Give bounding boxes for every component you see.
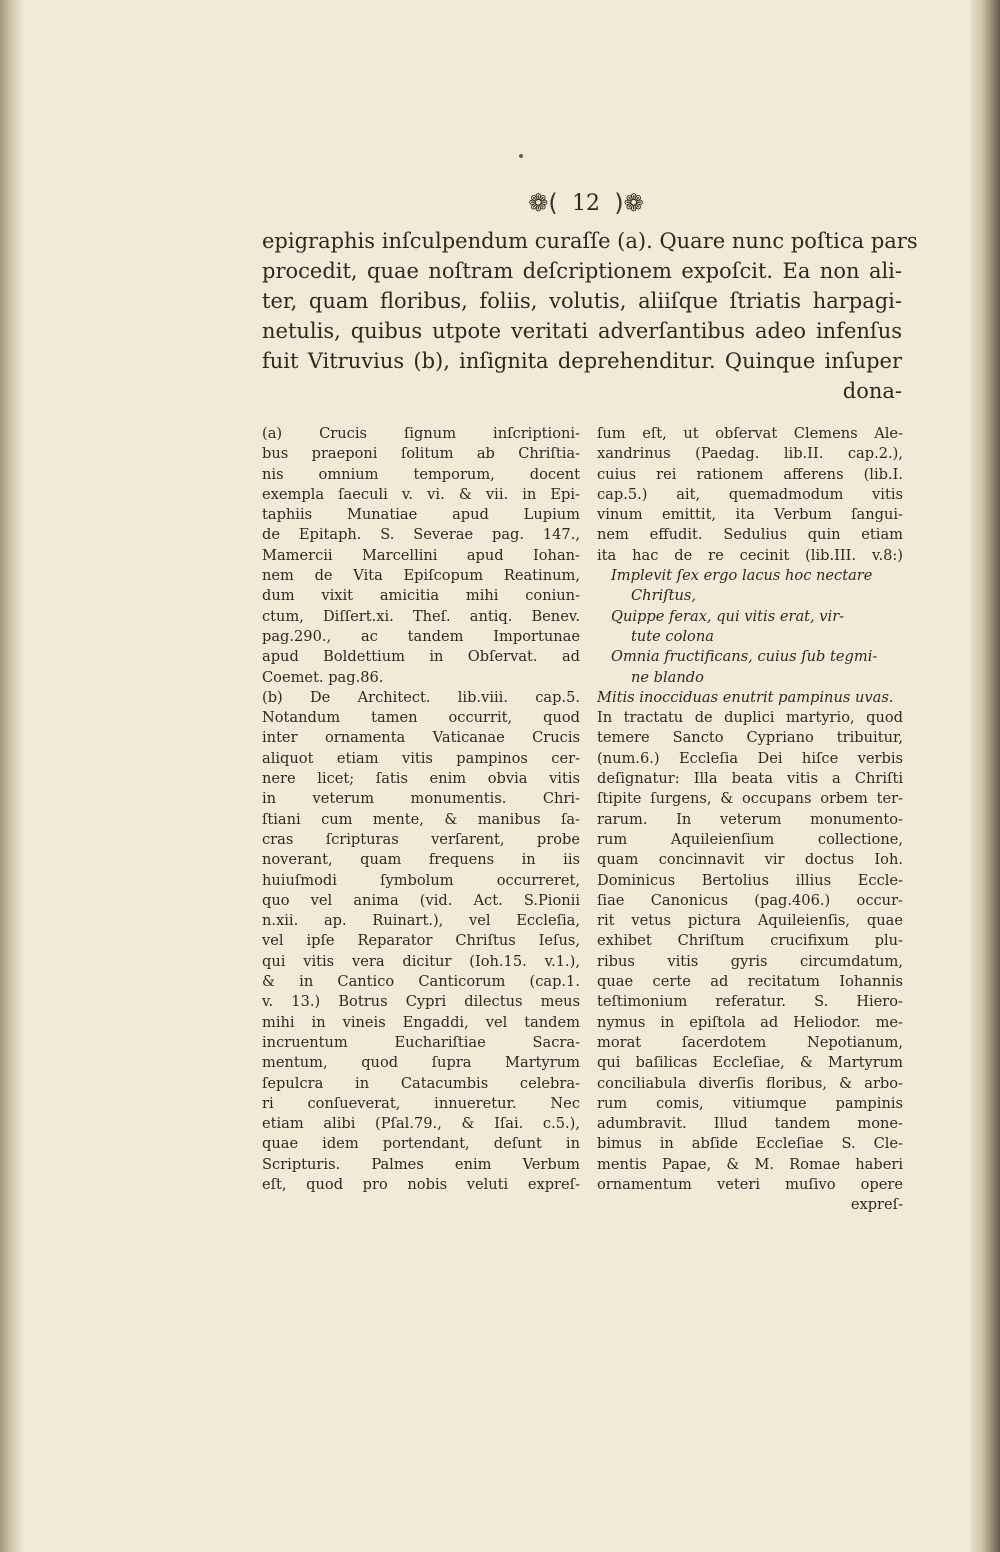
note-line: ri conſueverat, innueretur. Nec [262,1094,580,1112]
verse-line: Omnia fructificans, cuius ſub tegmi- [611,648,878,666]
note-line: ſepulcra in Catacumbis celebra- [262,1074,580,1092]
note-line: cap.5.) ait, quemadmodum vitis [597,485,903,503]
note-line: mentum, quod ſupra Martyrum [262,1054,580,1072]
note-line: adumbravit. Illud tandem mone- [597,1115,903,1133]
note-line: bus praeponi ſolitum ab Chriſtia- [262,445,580,463]
note-line: nymus in epiſtola ad Heliodor. me- [597,1013,903,1031]
note-line: morat ſacerdotem Nepotianum, [597,1033,903,1051]
note-line: bimus in abſide Eccleſiae S. Cle- [597,1135,903,1153]
note-line: aliquot etiam vitis pampinos cer- [262,749,580,767]
note-line: quae certe ad recitatum Iohannis [597,973,903,991]
note-line: Dominicus Bertolius illius Eccle- [597,871,903,889]
note-line: & in Cantico Canticorum (cap.1. [262,973,580,991]
note-line: ſiae Canonicus (pag.406.) occur- [597,891,903,909]
note-line: cuius rei rationem afferens (lib.I. [597,465,903,483]
note-line: nis omnium temporum, docent [262,465,580,483]
main-text-line: epigraphis inſculpendum curaſſe (a). Quare nunc poſtica pars [262,229,918,253]
note-line: ſtiani cum mente, & manibus ſa- [262,810,580,828]
note-line: cras ſcripturas verſarent, probe [262,830,580,848]
note-line: exhibet Chriſtum crucifixum plu- [597,932,903,950]
verse-line: tute colona [631,627,714,645]
note-line: temere Sancto Cypriano tribuitur, [597,729,903,747]
catchword: expreſ- [850,1196,903,1214]
note-line: mentis Papae, & M. Romae haberi [597,1155,903,1173]
note-line: inter ornamenta Vaticanae Crucis [262,729,580,747]
catchword: dona- [842,379,902,403]
note-line: noverant, quam frequens in iis [262,851,580,869]
main-text-line: procedit, quae noſtram deſcriptionem expoſcit. Ea non ali- [262,259,902,283]
verse-line: ne blando [631,668,704,686]
note-line: conciliabula diverſis floribus, & arbo- [597,1074,903,1092]
note-line: vinum emittit, ita Verbum ſangui- [597,506,903,524]
note-line: exempla ſaeculi v. vi. & vii. in Epi- [262,485,580,503]
verse-line: Implevit ſex ergo lacus hoc nectare [611,567,873,585]
note-line: Coemet. pag.86. [262,668,384,686]
binding-gutter [0,0,24,1552]
note-line: de Epitaph. S. Severae pag. 147., [262,526,580,544]
note-line: rarum. In veterum monumento- [597,810,903,828]
note-line: Mamercii Marcellini apud Iohan- [262,546,580,564]
note-line: In tractatu de duplici martyrio, quod [597,709,903,727]
note-line: rum comis, vitiumque pampinis [597,1094,903,1112]
note-line: taphiis Munatiae apud Lupium [262,506,580,524]
note-line: (num.6.) Eccleſia Dei hiſce verbis [597,749,903,767]
note-line: nere licet; ſatis enim obvia vitis [262,770,580,788]
footnotes-right-column [597,424,903,1216]
main-text-line: ter, quam floribus, foliis, volutis, aliiſque ſtriatis harpagi- [262,289,902,313]
main-text-line: fuit Vitruvius (b), inſignita deprehenditur. Quinque inſuper [262,349,902,373]
page-edge [970,0,1000,1552]
note-line: v. 13.) Botrus Cypri dilectus meus [262,993,580,1011]
right-ornament-icon: )❁ [614,189,644,217]
note-line: ribus vitis gyris circumdatum, [597,952,903,970]
note-line: Notandum tamen occurrit, quod [262,709,580,727]
note-line: ſtipite ſurgens, & occupans orbem ter- [597,790,903,808]
note-line: (a) Crucis ſignum inſcriptioni- [262,425,580,442]
note-line: rum Aquileienſium collectione, [597,830,903,848]
note-line: etiam alibi (Pſal.79., & Iſai. c.5.), [262,1115,580,1133]
note-line: mihi in vineis Engaddi, vel tandem [262,1013,580,1031]
note-line: ctum, Diſſert.xi. Theſ. antiq. Benev. [262,607,580,625]
left-ornament-icon: ❁( [528,189,558,217]
note-line: ſum eſt, ut obſervat Clemens Ale- [597,425,903,442]
footnotes-left-column [262,424,580,1195]
note-line: ita hac de re cecinit (lib.III. v.8:) [597,546,903,564]
note-line: (b) De Architect. lib.viii. cap.5. [262,688,580,706]
main-text-line: netulis, quibus utpote veritati adverſantibus adeo infenſus [262,319,902,343]
ink-speck [519,154,523,158]
note-line: incruentum Euchariſtiae Sacra- [262,1033,580,1051]
verse-line: Chriſtus, [631,587,697,605]
note-line: quo vel anima (vid. Act. S.Pionii [262,891,580,909]
note-line: deſignatur: Illa beata vitis a Chriſti [597,770,903,788]
note-line: huiuſmodi ſymbolum occurreret, [262,871,580,889]
note-line: vel ipſe Reparator Chriſtus Ieſus, [262,932,580,950]
note-line: nem de Vita Epiſcopum Reatinum, [262,567,580,585]
page-number: 12 [572,191,600,216]
note-line: qui vitis vera dicitur (Ioh.15. v.1.), [262,952,580,970]
note-line: apud Boldettium in Obſervat. ad [262,648,580,666]
note-line: qui baſilicas Eccleſiae, & Martyrum [597,1054,903,1072]
page-header [0,188,1000,222]
main-text [262,226,918,406]
note-line: quam concinnavit vir doctus Ioh. [597,851,903,869]
note-line: ornamentum veteri muſivo opere [597,1175,903,1193]
verse-line: Quippe ferax, qui vitis erat, vir- [611,607,845,625]
note-line: eſt, quod pro nobis veluti expreſ- [262,1175,580,1193]
note-line: rit vetus pictura Aquileienſis, quae [597,912,903,930]
note-line: dum vixit amicitia mihi coniun- [262,587,580,605]
note-line: n.xii. ap. Ruinart.), vel Eccleſia, [262,912,580,930]
note-line: Scripturis. Palmes enim Verbum [262,1155,580,1173]
note-line: in veterum monumentis. Chri- [262,790,580,808]
note-line: xandrinus (Paedag. lib.II. cap.2.), [597,445,903,463]
note-line: quae idem portendant, deſunt in [262,1135,580,1153]
note-line: teſtimonium referatur. S. Hiero- [597,993,903,1011]
note-line: nem effudit. Sedulius quin etiam [597,526,903,544]
note-line: pag.290., ac tandem Importunae [262,627,580,645]
verse-line: Mitis inocciduas enutrit pampinus uvas. [597,688,894,706]
